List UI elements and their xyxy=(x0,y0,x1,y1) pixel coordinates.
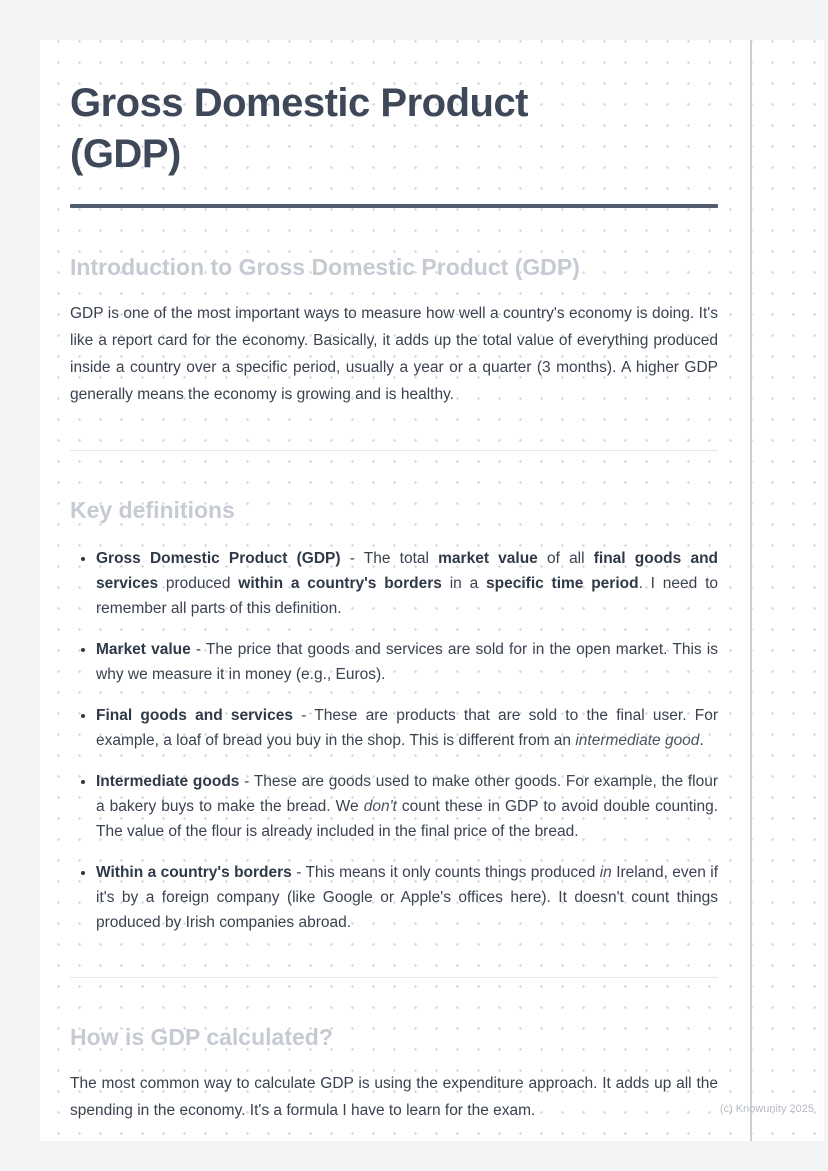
definition-item: • Intermediate goods - These are goods used to make other goods. For example, the flour a bakery buys to make the bread. We don't count these in GDP to avoid double counting. The value of the flour is already included in the final price of the bread. xyxy=(96,769,718,844)
section-divider xyxy=(70,450,718,451)
section-how-gdp-calculated xyxy=(70,1024,718,1124)
definition-item: • Market value - The price that goods and services are sold for in the open market. This is why we measure it in money (e.g., Euros). xyxy=(96,637,718,687)
definitions-list xyxy=(70,546,718,935)
document-page xyxy=(40,40,824,1141)
document-content xyxy=(70,40,718,1124)
section-key-definitions xyxy=(70,497,718,935)
section-divider xyxy=(70,977,718,978)
definition-item: • Within a country's borders - This means it only counts things produced in Ireland, even if it's by a foreign company (like Google or Apple's offices here). It doesn't count things produced by Irish companies abroad. xyxy=(96,860,718,935)
title-rule xyxy=(70,204,718,208)
section-heading-introduction: Introduction to Gross Domestic Product (GDP) xyxy=(70,254,580,281)
introduction-paragraph: GDP is one of the most important ways to measure how well a country's economy is doing. It's like a report card for the economy. Basically, it adds up the total value of everything produced inside a country over a specific period, usually a year or a quarter (3 months). A higher GDP generally means the economy is growing and is healthy. xyxy=(70,305,718,404)
footer-credit: (c) Knowunity 2025 xyxy=(719,1103,814,1115)
calculation-paragraph: The most common way to calculate GDP is using the expenditure approach. It adds up all the spending in the economy. It's a formula I have to learn for the exam. xyxy=(70,1075,718,1120)
section-introduction xyxy=(70,254,718,408)
page-edge-line xyxy=(750,40,752,1141)
section-heading-key-definitions: Key definitions xyxy=(70,497,235,524)
definition-item: • Final goods and services - These are products that are sold to the final user. For example, a loaf of bread you buy in the shop. This is different from an intermediate good. xyxy=(96,703,718,753)
definition-item: • Gross Domestic Product (GDP) - The total market value of all final goods and services produced within a country's borders in a specific time period. I need to remember all parts of this definition. xyxy=(96,546,718,621)
section-heading-how-gdp-calculated: How is GDP calculated? xyxy=(70,1024,333,1051)
page-title: Gross Domestic Product (GDP) xyxy=(70,81,529,177)
